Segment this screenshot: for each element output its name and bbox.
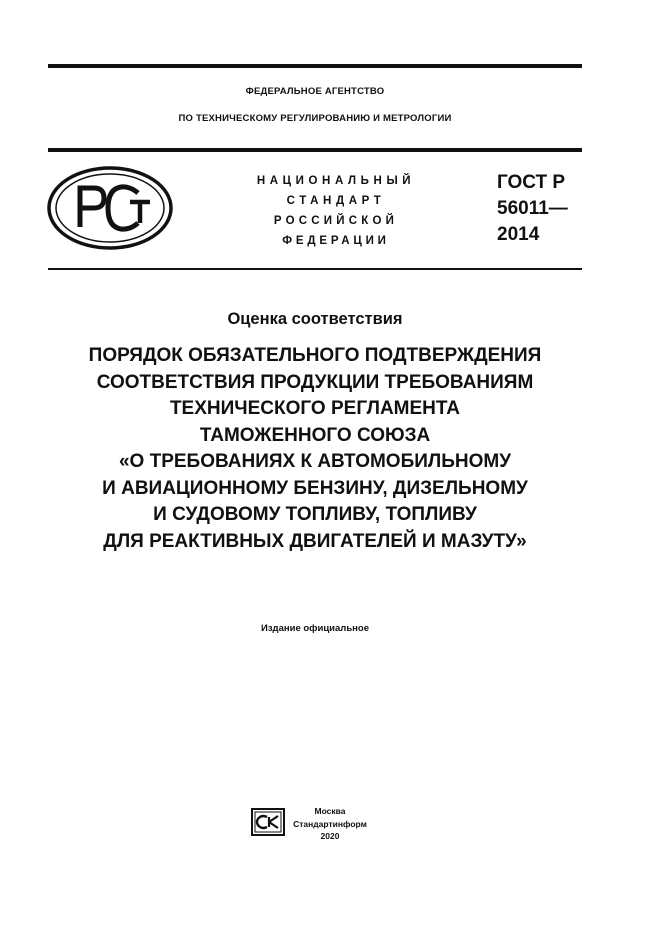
document-subtitle: Оценка соответствия bbox=[227, 310, 403, 328]
document-title bbox=[30, 343, 600, 555]
standard-code-line: 2014 bbox=[497, 224, 540, 245]
top-rule bbox=[48, 64, 582, 68]
gost-r-logo-icon bbox=[46, 165, 174, 251]
standard-code-line: 56011— bbox=[497, 198, 568, 219]
title-line: ТАМОЖЕННОГО СОЮЗА bbox=[199, 424, 431, 446]
publisher-year: 2020 bbox=[320, 831, 340, 841]
publisher-name: Стандартинформ bbox=[293, 818, 367, 829]
publisher-city: Москва bbox=[314, 806, 346, 816]
title-line: СООТВЕТСТВИЯ ПРОДУКЦИИ ТРЕБОВАНИЯМ bbox=[96, 371, 534, 393]
standartinform-logo-icon bbox=[251, 808, 285, 836]
standard-type-line: НАЦИОНАЛЬНЫЙ bbox=[256, 175, 416, 187]
publisher-block bbox=[290, 805, 370, 843]
standard-block-rule bbox=[48, 268, 582, 270]
title-line: ПОРЯДОК ОБЯЗАТЕЛЬНОГО ПОДТВЕРЖДЕНИЯ bbox=[88, 345, 542, 366]
title-line: ТЕХНИЧЕСКОГО РЕГЛАМЕНТА bbox=[169, 398, 461, 419]
title-line: ДЛЯ РЕАКТИВНЫХ ДВИГАТЕЛЕЙ И МАЗУТУ» bbox=[103, 530, 527, 552]
header-rule bbox=[48, 148, 582, 152]
standard-code-line: ГОСТ Р bbox=[497, 172, 566, 193]
standard-type-line: СТАНДАРТ bbox=[286, 195, 386, 207]
standard-code bbox=[497, 170, 568, 248]
title-line: И СУДОВОМУ ТОПЛИВУ, ТОПЛИВУ bbox=[153, 504, 477, 525]
title-line: И АВИАЦИОННОМУ БЕНЗИНУ, ДИЗЕЛЬНОМУ bbox=[102, 477, 528, 499]
standard-type-block bbox=[236, 171, 436, 251]
edition-label: Издание официальное bbox=[261, 623, 369, 634]
agency-name-line1: ФЕДЕРАЛЬНОЕ АГЕНТСТВО bbox=[245, 86, 385, 97]
title-line: «О ТРЕБОВАНИЯХ К АВТОМОБИЛЬНОМУ bbox=[118, 451, 512, 472]
standard-type-line: РОССИЙСКОЙ bbox=[273, 215, 399, 227]
standard-type-line: ФЕДЕРАЦИИ bbox=[282, 235, 390, 247]
agency-name-line2: ПО ТЕХНИЧЕСКОМУ РЕГУЛИРОВАНИЮ И МЕТРОЛОГИИ bbox=[178, 113, 452, 124]
